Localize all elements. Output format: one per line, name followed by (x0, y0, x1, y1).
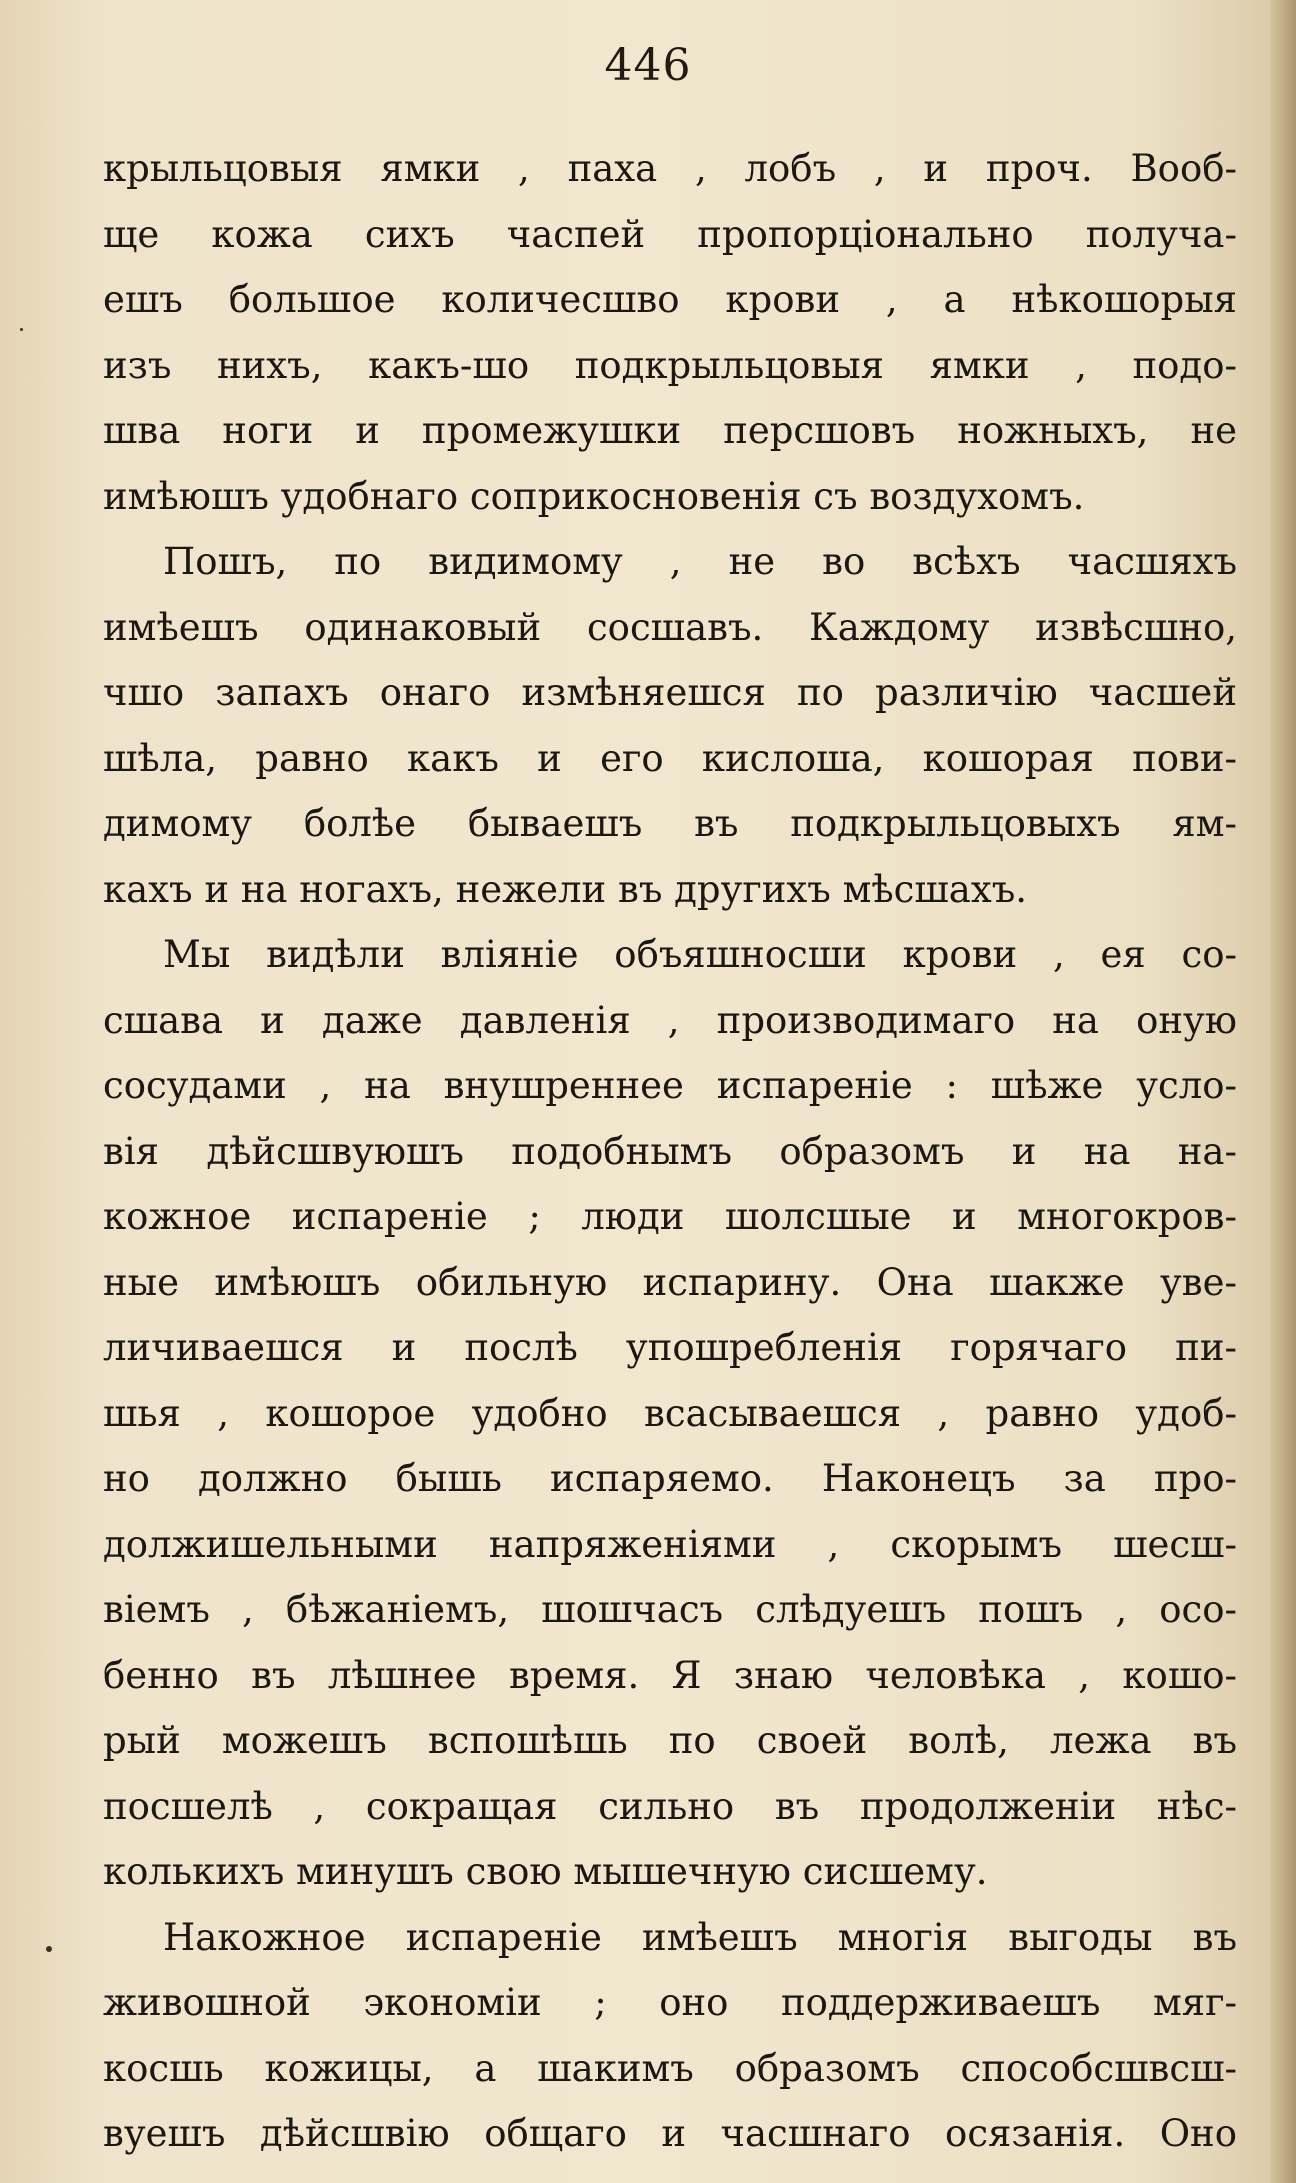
text-line: сосудами , на внушреннее испареніе : шѣже усло- (103, 1064, 1237, 1107)
text-line: віемъ , бѣжаніемъ, шошчасъ слѣдуешъ пошъ , осо- (103, 1588, 1237, 1631)
text-line: кожное испареніе ; люди шолсшые и многокров- (103, 1195, 1237, 1238)
paragraph (103, 529, 1237, 922)
text-line: колькихъ минушъ свою мышечную сисшему. (103, 1850, 988, 1893)
text-line: вуешъ дѣйсшвію общаго и часшнаго осязанія. Оно (103, 2112, 1237, 2155)
text-line: должишельными напряженіями , скорымъ шесш- (103, 1522, 1237, 1566)
text-line: вія дѣйсшвуюшъ подобнымъ образомъ и на на- (103, 1129, 1237, 1173)
text-line: кахъ и на ногахъ, нежели въ другихъ мѣсшахъ. (103, 867, 1028, 911)
body-text (103, 136, 1237, 2167)
text-line: ще кожа сихъ часпей пропорціонально получа- (103, 212, 1237, 256)
text-line: имѣешъ одинаковый сосшавъ. Каждому извѣсшно, (103, 605, 1237, 649)
text-line: чшо запахъ онаго измѣняешся по различію часшей (103, 671, 1237, 714)
page-number: 446 (604, 40, 692, 91)
text-line: косшь кожицы, а шакимъ образомъ способсшвсш- (103, 2046, 1237, 2090)
paragraph (103, 922, 1237, 1905)
text-line: сшава и даже давленія , производимаго на оную (103, 998, 1237, 1042)
text-line: шѣла, равно какъ и его кислоша, кошорая пови- (103, 736, 1237, 780)
text-line: имѣюшъ удобнаго соприкосновенія съ воздухомъ. (103, 474, 1085, 518)
paragraph (103, 1905, 1237, 2167)
ink-speck (20, 328, 23, 331)
text-line: изъ нихъ, какъ-шо подкрыльцовыя ямки , подо- (103, 343, 1237, 387)
text-line: крыльцовыя ямки , паха , лобъ , и проч. Вооб- (103, 147, 1237, 190)
text-line: шва ноги и промежушки персшовъ ножныхъ, не (103, 409, 1237, 452)
text-line: живошной экономіи ; оно поддерживаешъ мяг- (103, 1981, 1237, 2024)
text-line: шья , кошорое удобно всасываешся , равно удоб- (103, 1391, 1237, 1435)
text-line: ные имѣюшъ обильную испарину. Она шакже уве- (103, 1260, 1237, 1304)
text-line: Накожное испареніе имѣешъ многія выгоды въ (163, 1915, 1237, 1959)
text-line: личиваешся и послѣ упошребленія горячаго пи- (103, 1326, 1237, 1369)
paragraph (103, 136, 1237, 529)
text-line: но должно бышь испаряемо. Наконецъ за про- (103, 1457, 1237, 1500)
text-line: бенно въ лѣшнее время. Я знаю человѣка , кошо- (103, 1653, 1237, 1697)
text-line: димому болѣе бываешъ въ подкрыльцовыхъ ям- (103, 802, 1237, 845)
text-line: Пошъ, по видимому , не во всѣхъ часшяхъ (163, 540, 1237, 583)
text-line: Мы видѣли вліяніе объяшносши крови , ея со- (163, 933, 1237, 976)
ink-speck (46, 1946, 52, 1952)
page-edge-shadow (1270, 0, 1296, 2183)
text-line: рый можешъ вспошѣшь по своей волѣ, лежа въ (103, 1719, 1237, 1762)
text-line: посшелѣ , сокращая сильно въ продолженіи нѣс- (103, 1784, 1237, 1828)
text-line: ешъ большое количесшво крови , а нѣкошорыя (103, 278, 1237, 321)
